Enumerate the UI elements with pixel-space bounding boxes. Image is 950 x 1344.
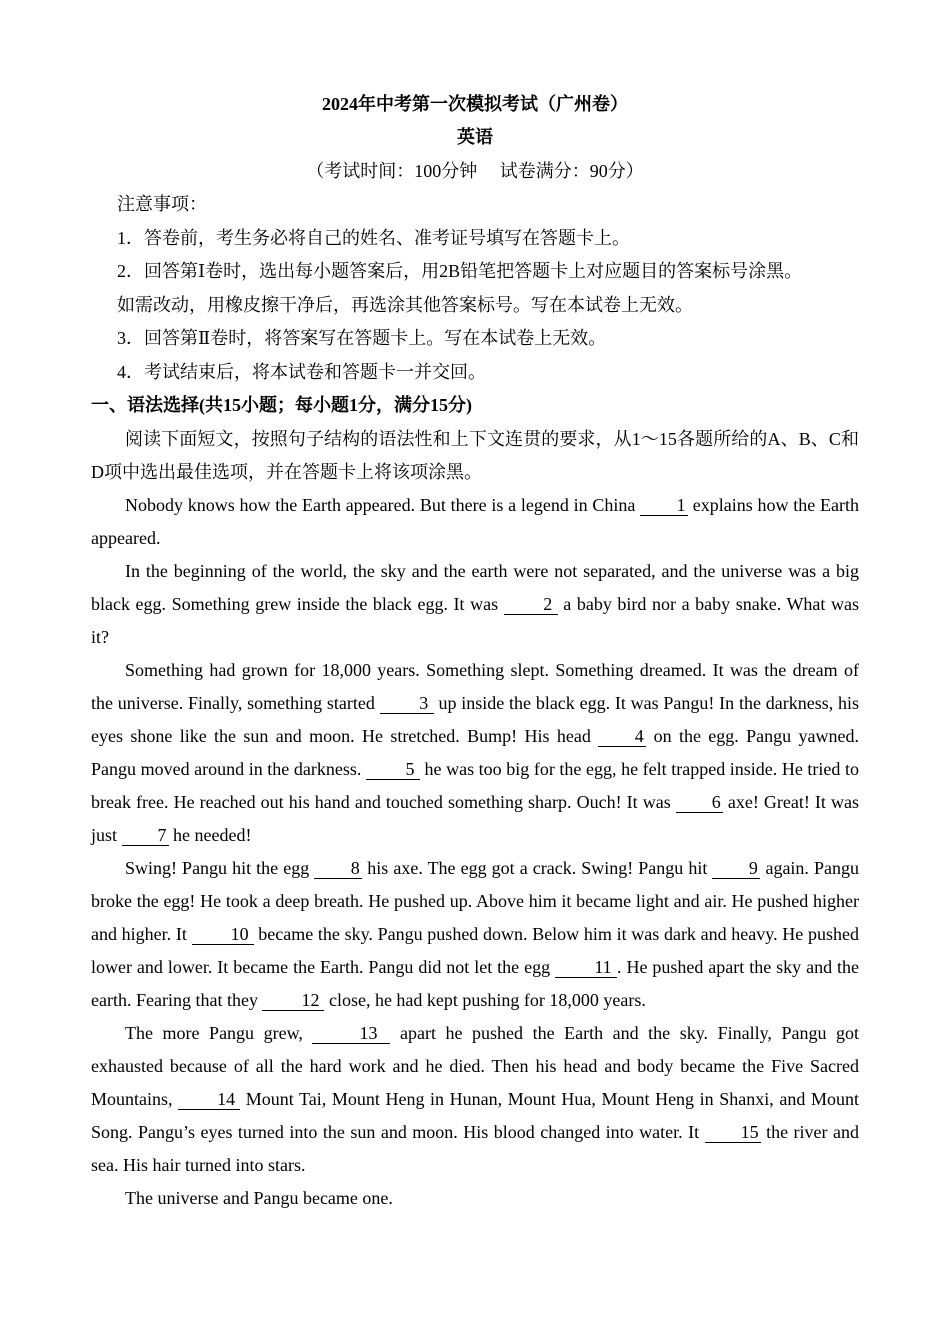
text: a baby bird nor a baby snake. What was it? [91, 593, 859, 647]
blank-1: 1 [640, 495, 688, 516]
text: close, he had kept pushing for 18,000 years. [324, 989, 646, 1010]
text: on the egg. Pangu yawned. Pangu moved around in the darkness. [91, 725, 859, 779]
text: Something had grown for 18,000 years. Something slept. Something dreamed. It was the dream of the universe. Finally, something started [91, 659, 859, 713]
exam-meta: （考试时间：100分钟 试卷满分：90分） [306, 161, 644, 181]
text: Swing! Pangu hit the egg [125, 857, 315, 878]
notes-heading: 注意事项： [117, 194, 207, 214]
note-item: 4．考试结束后，将本试卷和答题卡一并交回。 [117, 361, 486, 382]
blank-12: 12 [262, 990, 324, 1011]
blank-4: 4 [598, 726, 646, 747]
note-item: 1．答卷前，考生务必将自己的姓名、准考证号填写在答题卡上。 [117, 227, 630, 248]
blank-13: 13 [312, 1023, 390, 1044]
passage-paragraph-1 [91, 489, 859, 555]
text: The more Pangu grew, [125, 1022, 313, 1043]
blank-9: 9 [712, 858, 760, 879]
text: again. Pangu broke the egg! He took a deep breath. He pushed up. Above him it became light and air. He pushed higher and higher. It [91, 857, 859, 944]
text: the river and sea. His hair turned into stars. [91, 1121, 860, 1175]
note-item: 3．回答第Ⅱ卷时，将答案写在答题卡上。写在本试卷上无效。 [117, 328, 607, 348]
text: he was too big for the egg, he felt trapped inside. He tried to break free. He reached out his hand and touched something sharp. Ouch! It was [91, 758, 859, 812]
blank-3: 3 [380, 693, 434, 714]
text: became the sky. Pangu pushed down. Below him it was dark and heavy. He pushed lower and lower. It became the Earth. Pangu did not let the egg [91, 923, 859, 977]
text: up inside the black egg. It was Pangu! In the darkness, his eyes shone like the sun and moon. He stretched. Bump! His head [91, 692, 859, 746]
blank-2: 2 [504, 594, 558, 615]
text: In the beginning of the world, the sky and the earth were not separated, and the universe was a big black egg. Something grew inside the black egg. It was [91, 560, 859, 614]
blank-8: 8 [314, 858, 362, 879]
text: his axe. The egg got a crack. Swing! Pangu hit [362, 857, 713, 878]
section-heading: 一、语法选择(共15小题；每小题1分，满分15分) [91, 395, 472, 415]
blank-7: 7 [122, 825, 169, 846]
blank-15: 15 [705, 1122, 761, 1143]
blank-11: 11 [555, 957, 617, 978]
text: Mount Tai, Mount Heng in Hunan, Mount Hua, Mount Heng in Shanxi, and Mount Song. Pangu’s eyes turned into the sun and moon. His blood changed into water. It [91, 1088, 859, 1142]
passage-paragraph-2 [91, 555, 859, 654]
blank-6: 6 [676, 792, 723, 813]
passage-paragraph-6: The universe and Pangu became one. [125, 1187, 393, 1208]
blank-5: 5 [366, 759, 420, 780]
blank-10: 10 [192, 924, 254, 945]
passage-paragraph-3 [91, 654, 859, 852]
section-instruction: 阅读下面短文，按照句子结构的语法性和上下文连贯的要求，从1～15各题所给的A、B、C和D项中选出最佳选项，并在答题卡上将该项涂黑。 [91, 428, 859, 482]
exam-subject: 英语 [457, 127, 493, 147]
note-item-continuation: 如需改动，用橡皮擦干净后，再选涂其他答案标号。写在本试卷上无效。 [117, 294, 693, 315]
text: apart he pushed the Earth and the sky. Finally, Pangu got exhausted because of all the hard work and he died. Then his head and body became the Five Sacred Mountains, [91, 1022, 859, 1109]
text: explains how the Earth appeared. [91, 494, 859, 548]
exam-title: 2024年中考第一次模拟考试（广州卷） [322, 94, 628, 114]
blank-14: 14 [178, 1089, 240, 1110]
text: . He pushed apart the sky and the earth. Fearing that they [91, 956, 859, 1010]
passage-paragraph-4 [91, 852, 859, 1017]
passage-paragraph-5 [91, 1017, 859, 1182]
text: he needed! [168, 824, 252, 845]
text: Nobody knows how the Earth appeared. But there is a legend in China [125, 494, 641, 515]
note-item: 2．回答第Ⅰ卷时，选出每小题答案后，用2B铅笔把答题卡上对应题目的答案标号涂黑。 [117, 261, 803, 281]
text: axe! Great! It was just [91, 791, 859, 845]
